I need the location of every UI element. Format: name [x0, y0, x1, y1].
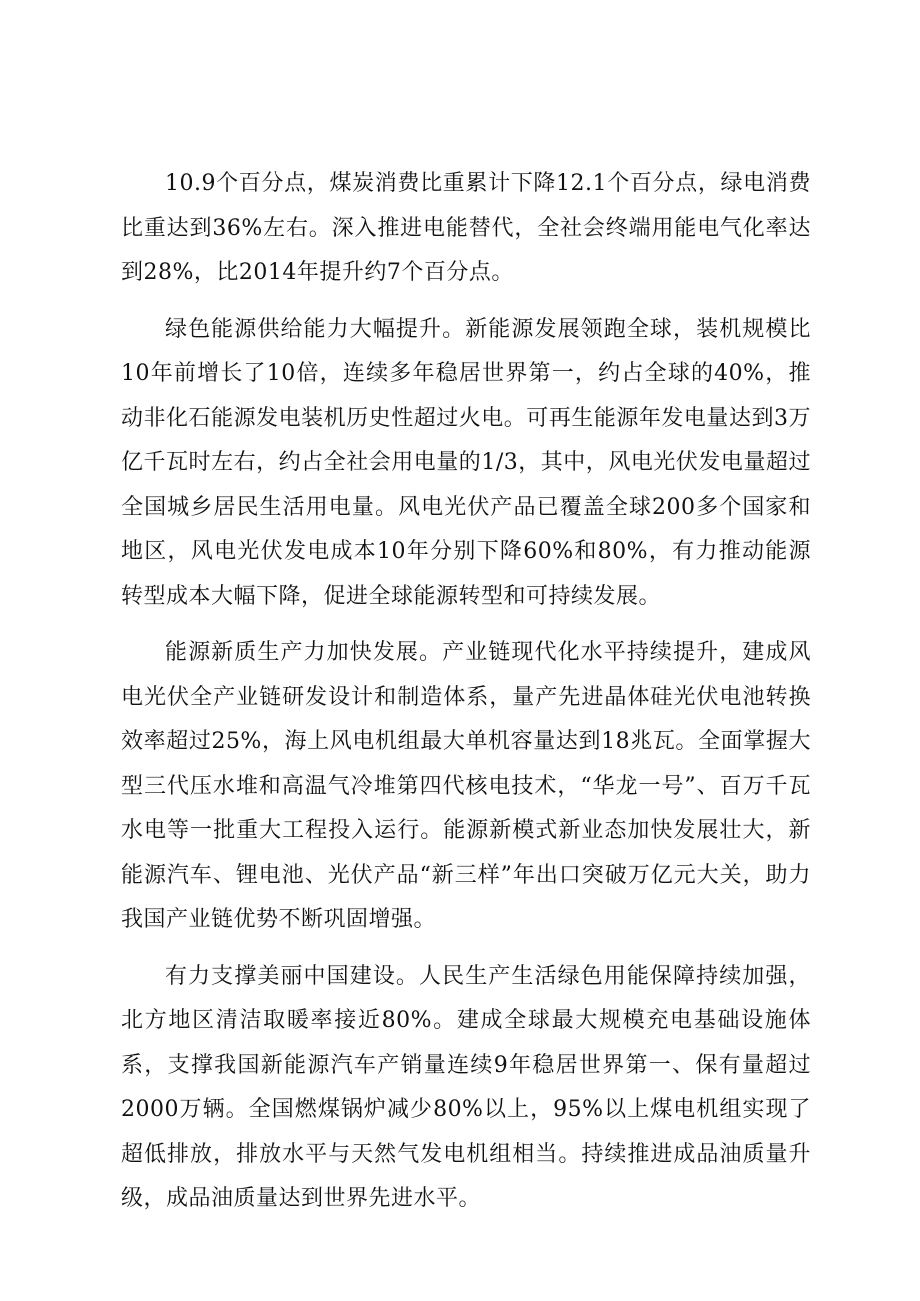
paragraph-beautiful-china: 有力支撑美丽中国建设。人民生产生活绿色用能保障持续加强，北方地区清洁取暖率接近80%。建成全球最大规模充电基础设施体系，支撑我国新能源汽车产销量连续9年稳居世界第一、保有量超过2000万辆。全国燃煤锅炉减少80%以上，95%以上煤电机组实现了超低排放，排放水平与天然气发电机组相当。持续推进成品油质量升级，成品油质量达到世界先进水平。 — [121, 963, 811, 1211]
paragraph-new-quality-productivity: 能源新质生产力加快发展。产业链现代化水平持续提升，建成风电光伏全产业链研发设计和制造体系，量产先进晶体硅光伏电池转换效率超过25%，海上风电机组最大单机容量达到18兆瓦。全面掌握大型三代压水堆和高温气冷堆第四代核电技术，“华龙一号”、百万千瓦水电等一批重大工程投入运行。能源新模式新业态加快发展壮大，新能源汽车、锂电池、光伏产品“新三样”年出口突破万亿元大关，助力我国产业链优势不断巩固增强。 — [121, 640, 811, 932]
paragraph-energy-consumption-structure: 10.9个百分点，煤炭消费比重累计下降12.1个百分点，绿电消费比重达到36%左右。深入推进电能替代，全社会终端用能电气化率达到28%，比2014年提升约7个百分点。 — [121, 171, 811, 285]
paragraph-green-energy-supply: 绿色能源供给能力大幅提升。新能源发展领跑全球，装机规模比10年前增长了10倍，连续多年稳居世界第一，约占全球的40%，推动非化石能源发电装机历史性超过火电。可再生能源年发电量达到3万亿千瓦时左右，约占全社会用电量的1/3，其中，风电光伏发电量超过全国城乡居民生活用电量。风电光伏产品已覆盖全球200多个国家和地区，风电光伏发电成本10年分别下降60%和80%，有力推动能源转型成本大幅下降，促进全球能源转型和可持续发展。 — [121, 316, 811, 609]
document-body — [121, 162, 811, 1222]
